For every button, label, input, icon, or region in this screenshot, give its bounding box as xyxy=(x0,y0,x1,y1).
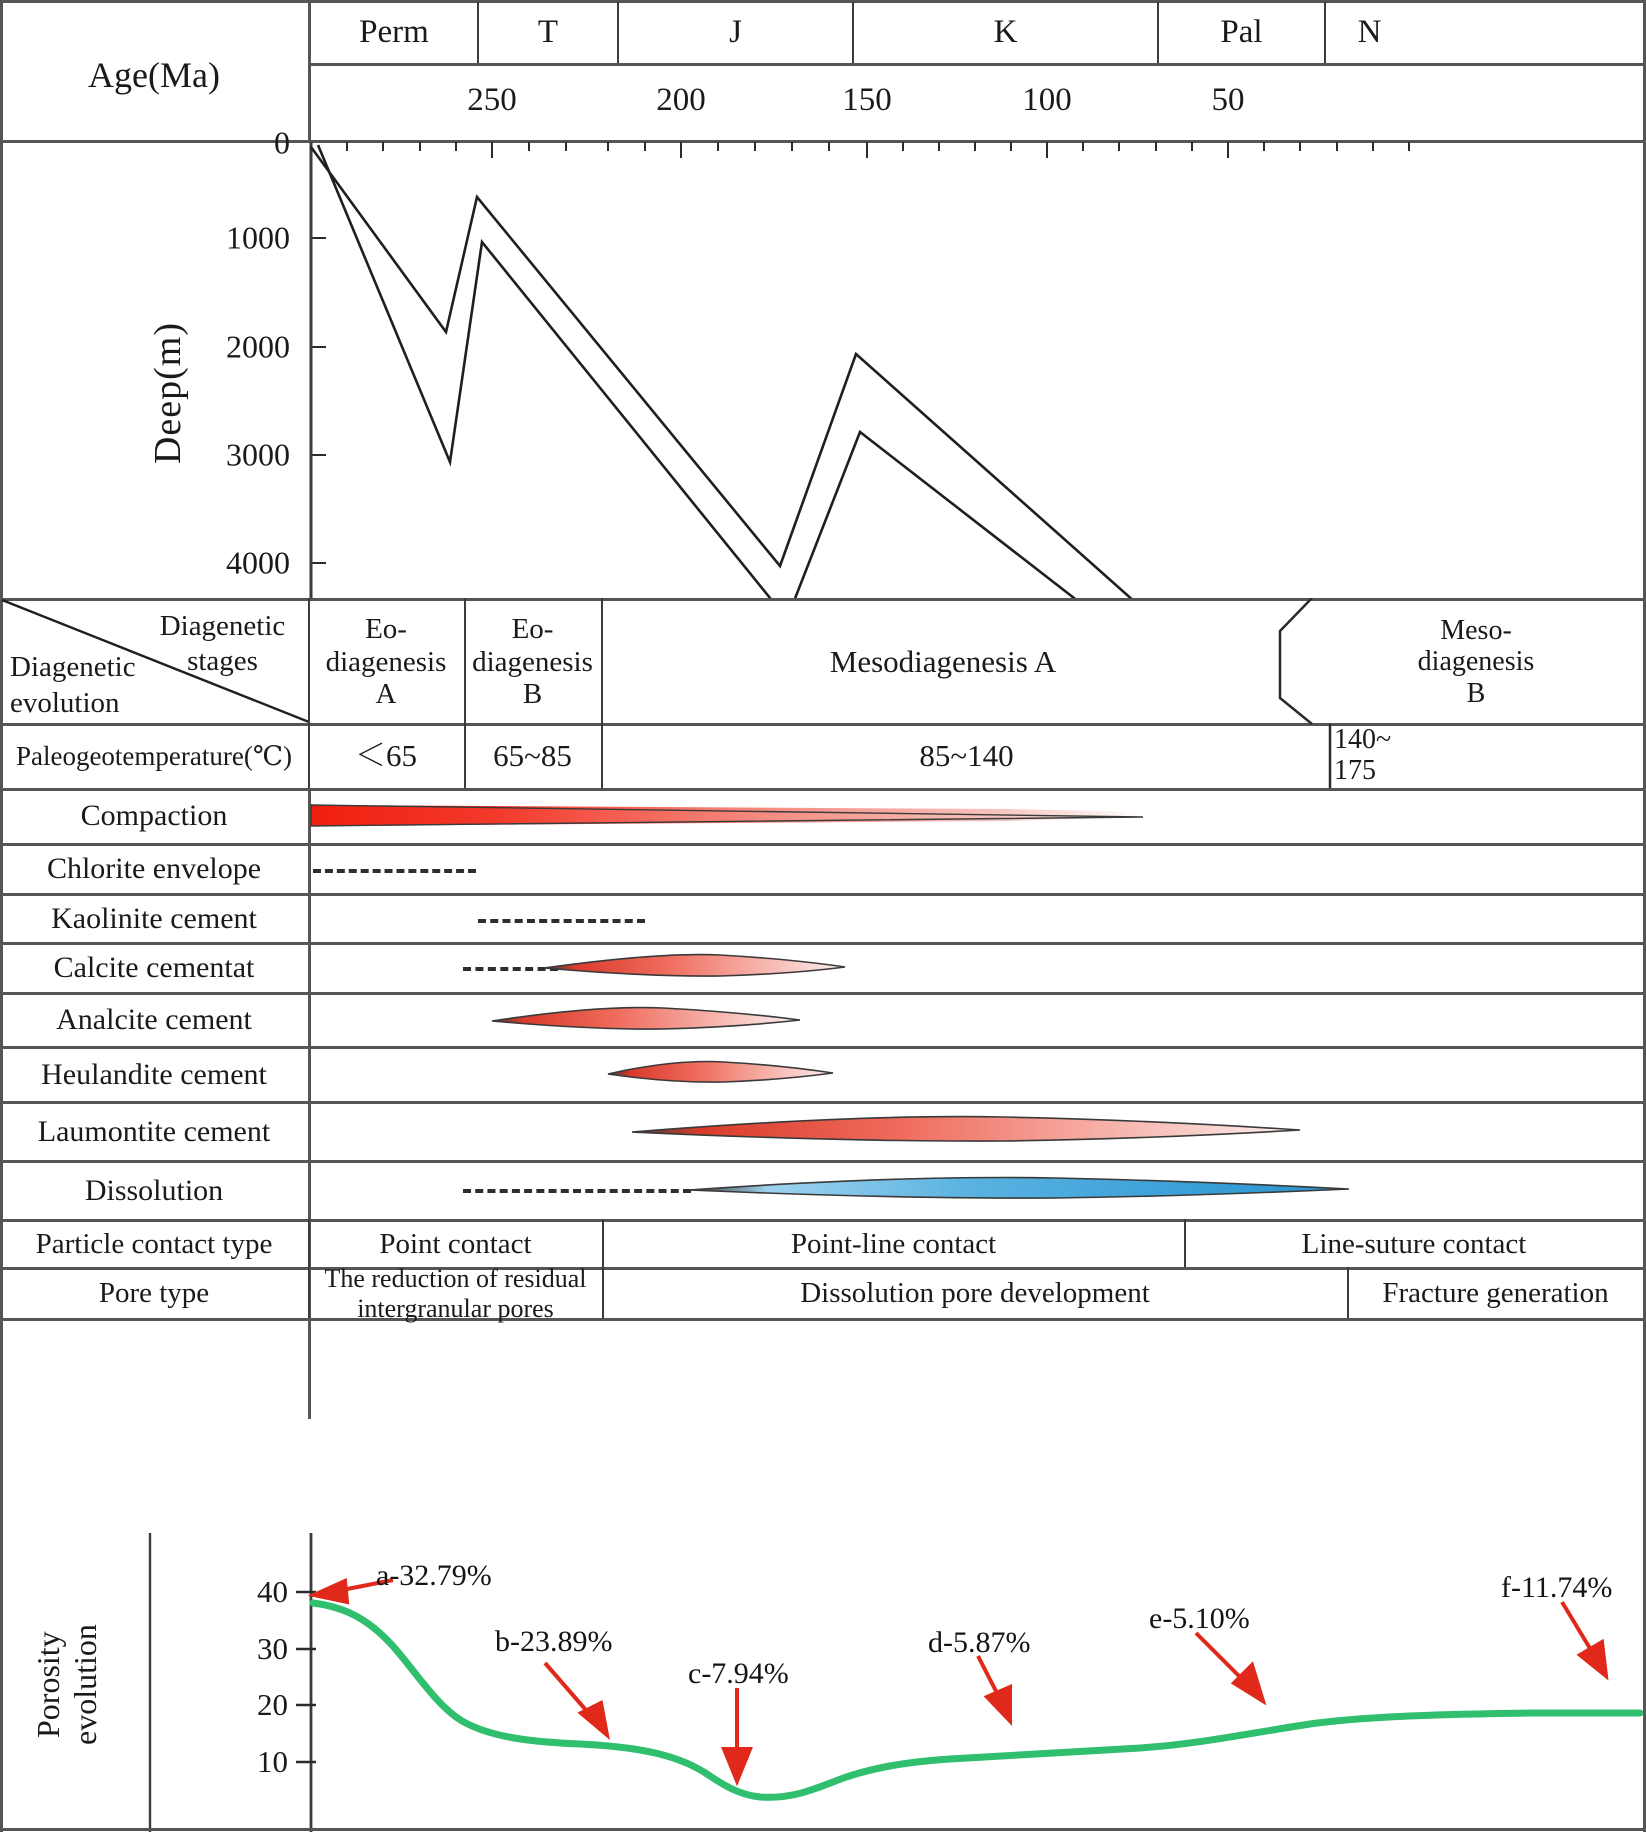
row-border-pore-type xyxy=(0,1318,1646,1321)
annotation-e: e-5.10% xyxy=(1149,1602,1250,1635)
period-cell-t: T xyxy=(537,13,559,50)
period-cell-n: N xyxy=(1357,13,1382,50)
porosity-tick-10: 10 xyxy=(257,1744,288,1779)
row-label-heulandite-cement: Heulandite cement xyxy=(41,1057,267,1091)
row-label-compaction: Compaction xyxy=(80,799,228,833)
stage-cell-eodiagenesis-a xyxy=(310,612,462,712)
bar-compaction xyxy=(308,790,1646,842)
row-label-laumontite-cement: Laumontite cement xyxy=(37,1114,271,1148)
porosity-tick-40: 40 xyxy=(257,1574,288,1609)
pore-type-cell-3: Fracture generation xyxy=(1382,1277,1609,1310)
annotation-b: b-23.89% xyxy=(495,1625,613,1658)
row-label-analcite-cement: Analcite cement xyxy=(56,1003,252,1037)
porosity-tick-30: 30 xyxy=(257,1631,288,1666)
stage-meso-b-line3: B xyxy=(1466,677,1486,709)
pore-type-cell-2: Dissolution pore development xyxy=(800,1277,1150,1310)
row-label-calcite-cementat: Calcite cementat xyxy=(53,951,255,985)
depth-axis-label: Deep(m) xyxy=(147,322,189,465)
porosity-axis-label xyxy=(30,1585,104,1785)
corner-label-evolution-line2: evolution xyxy=(10,687,120,719)
particle-contact-cell-1: Point contact xyxy=(379,1227,532,1260)
annotation-f: f-11.74% xyxy=(1501,1571,1613,1604)
bar-dissolution-lens xyxy=(685,1166,1355,1214)
annotation-a: a-32.79% xyxy=(376,1559,492,1592)
temp-cell-3: 85~140 xyxy=(919,737,1014,773)
porosity-axis-label-line1: Porosity xyxy=(30,1631,66,1739)
bar-calcite-lens xyxy=(540,946,870,990)
particle-contact-cell-2: Point-line contact xyxy=(790,1227,997,1260)
stage-eo-a-line2: diagenesis xyxy=(325,645,447,678)
period-cell-j: J xyxy=(729,13,742,50)
row-label-particle-contact-type: Particle contact type xyxy=(35,1227,273,1260)
stage-eo-b-line2: diagenesis xyxy=(472,645,593,678)
pore-type-cell-1 xyxy=(310,1264,601,1323)
porosity-axis-label-line2: evolution xyxy=(66,1624,103,1746)
bar-dissolution-dash xyxy=(463,1189,691,1193)
bar-kaolinite-cement xyxy=(478,919,645,923)
porosity-tick-20: 20 xyxy=(257,1687,288,1722)
frame-bottom-border xyxy=(0,1828,1646,1831)
stage-eo-b-line3: B xyxy=(522,678,543,711)
age-tick-50: 50 xyxy=(1211,82,1245,118)
age-tick-100: 100 xyxy=(1022,82,1072,118)
temp-cell-4 xyxy=(1334,722,1444,788)
corner-label-stages-line1: Diagenetic xyxy=(159,610,286,642)
stage-cell-mesodiagenesis-a: Mesodiagenesis A xyxy=(829,643,1057,679)
temp-cell-4-line2: 175 xyxy=(1334,755,1376,786)
temp-cell-1: ＜65 xyxy=(355,737,417,773)
depth-tick-0: 0 xyxy=(274,124,290,161)
depth-tick-1000: 1000 xyxy=(226,219,290,256)
pore-type-cell-1-line1: The reduction of residual xyxy=(324,1264,587,1294)
stage-eo-b-line1: Eo- xyxy=(511,613,554,646)
age-tick-150: 150 xyxy=(842,82,892,118)
burial-curve-svg xyxy=(0,142,1646,600)
period-cell-perm: Perm xyxy=(359,13,429,50)
stage-meso-b-line1: Meso- xyxy=(1440,614,1512,646)
age-tick-250: 250 xyxy=(467,82,517,118)
bar-chlorite-envelope xyxy=(313,869,476,873)
age-axis-label: Age(Ma) xyxy=(88,55,220,95)
depth-tick-2000: 2000 xyxy=(226,328,290,365)
row-label-chlorite-envelope: Chlorite envelope xyxy=(46,852,262,886)
age-tick-200: 200 xyxy=(656,82,706,118)
row-label-kaolinite-cement: Kaolinite cement xyxy=(51,901,257,935)
particle-contact-cell-3: Line-suture contact xyxy=(1301,1227,1527,1260)
annotation-d: d-5.87% xyxy=(928,1626,1031,1659)
temp-cell-2: 65~85 xyxy=(493,737,572,773)
period-cell-k: K xyxy=(993,13,1018,50)
pore-type-cell-1-line2: intergranular pores xyxy=(357,1293,554,1323)
bar-laumontite-cement xyxy=(628,1108,1308,1156)
period-row-bottom-border xyxy=(311,63,1646,66)
stage-cell-mesodiagenesis-b xyxy=(1316,610,1636,714)
bar-heulandite-cement xyxy=(605,1053,845,1097)
depth-tick-3000: 3000 xyxy=(226,436,290,473)
burial-history-plot xyxy=(0,124,1646,600)
row-label-paleogeotemperature: Paleogeotemperature(℃) xyxy=(15,740,293,771)
bar-analcite-cement xyxy=(488,998,818,1044)
porosity-evolution-plot xyxy=(0,1533,1646,1832)
stage-cell-eodiagenesis-b xyxy=(466,612,599,712)
row-label-dissolution: Dissolution xyxy=(84,1173,224,1207)
depth-tick-4000: 4000 xyxy=(226,544,290,581)
temp-cell-4-line1: 140~ xyxy=(1334,723,1392,755)
row-label-pore-type: Pore type xyxy=(98,1277,210,1310)
stage-eo-a-line1: Eo- xyxy=(365,613,407,646)
annotation-c: c-7.94% xyxy=(688,1657,789,1690)
stage-eo-a-line3: A xyxy=(375,678,397,711)
period-cell-pal: Pal xyxy=(1220,13,1263,50)
stage-meso-b-line2: diagenesis xyxy=(1417,646,1535,678)
corner-label-evolution-line1: Diagenetic xyxy=(10,651,136,683)
corner-label-stages-line2: stages xyxy=(187,645,258,677)
